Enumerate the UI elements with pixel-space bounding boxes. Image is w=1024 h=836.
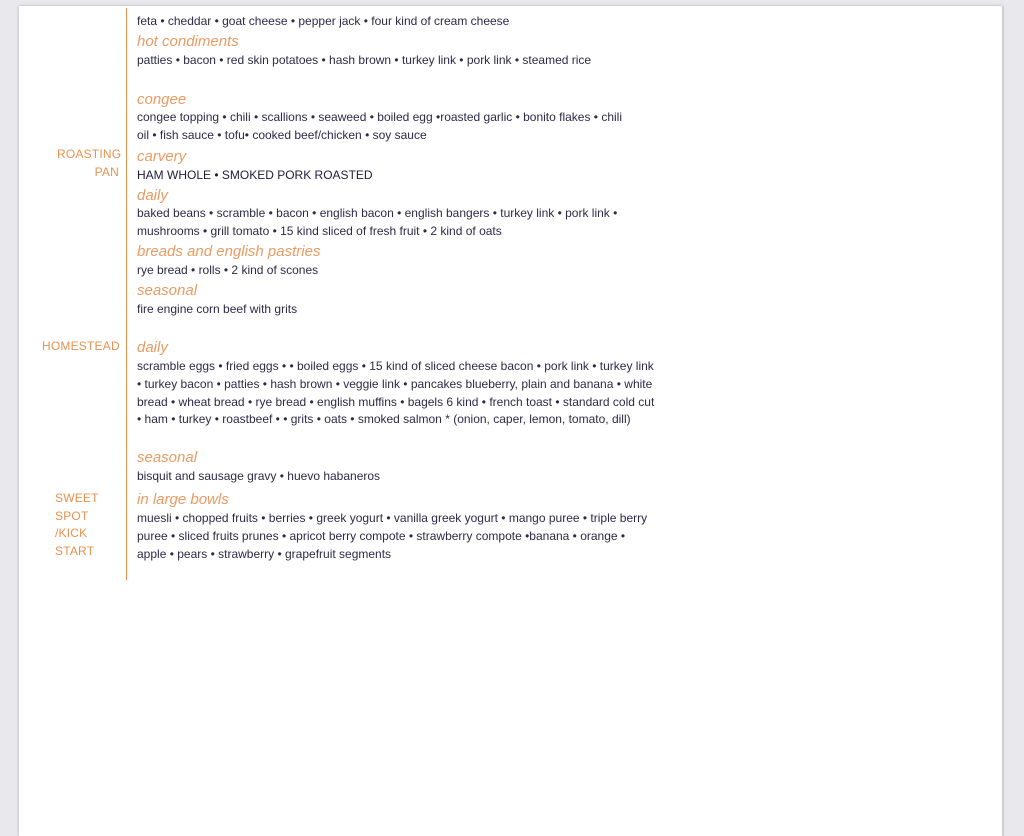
breads-items: rye bread • rolls • 2 kind of scones [137, 263, 319, 277]
vertical-divider [126, 8, 127, 580]
heading-homestead-seasonal: seasonal [137, 449, 198, 466]
section-label-line: SPOT [55, 508, 89, 523]
large-bowls-items: muesli • chopped fruits • berries • greek yogurt • vanilla greek yogurt • mango puree • triple berry puree • sliced fruits prunes • apricot berry compote • strawberry compote •banana • orange • apple • pears • strawberry • grapefruit segments [137, 511, 648, 561]
homestead-seasonal-items: bisquit and sausage gravy • huevo habaneros [137, 469, 381, 483]
section-label-roasting-pan [57, 146, 122, 181]
section-label-sweet-spot [55, 490, 99, 560]
section-label-line: ROASTING [57, 147, 122, 161]
cheese-items: feta • cheddar • goat cheese • pepper jack • four kind of cream cheese [137, 14, 510, 28]
seasonal-items: fire engine corn beef with grits [137, 302, 298, 316]
heading-breads: breads and english pastries [137, 243, 321, 260]
homestead-daily-items: scramble eggs • fried eggs • • boiled eggs • 15 kind of sliced cheese bacon • pork link • turkey link • turkey bacon • patties • hash brown • veggie link • pancakes blueberry, plain and banana • white bread • wheat bread • rye bread • english muffins • bagels 6 kind • french toast • standard cold cut • ham • turkey • roastbeef • • grits • oats • smoked salmon * (onion, caper, lemon, tomato, dill) [137, 359, 655, 427]
heading-large-bowls: in large bowls [137, 491, 229, 508]
heading-daily: daily [137, 187, 168, 204]
heading-seasonal: seasonal [137, 282, 198, 299]
congee-items: congee topping • chili • scallions • seaweed • boiled egg •roasted garlic • bonito flakes • chili oil • fish sauce • tofu• cooked beef/chicken • soy sauce [137, 110, 623, 142]
page-edge [1002, 6, 1004, 836]
section-label-line: START [55, 543, 95, 558]
hot-condiments-items: patties • bacon • red skin potatoes • hash brown • turkey link • pork link • steamed rice [137, 53, 592, 67]
daily-items: baked beans • scramble • bacon • english bacon • english bangers • turkey link • pork link • mushrooms • grill tomato • 15 kind sliced of fresh fruit • 2 kind of oats [137, 206, 618, 238]
section-label-line: /KICK [55, 526, 88, 540]
heading-congee: congee [137, 91, 187, 108]
heading-homestead-daily: daily [137, 339, 168, 356]
section-label-homestead: HOMESTEAD [42, 339, 120, 353]
carvery-items: HAM WHOLE • SMOKED PORK ROASTED [137, 168, 373, 182]
section-label-line: SWEET [55, 491, 99, 505]
heading-carvery: carvery [137, 148, 187, 165]
section-label-line: PAN [94, 164, 119, 179]
heading-hot-condiments: hot condiments [137, 33, 239, 50]
